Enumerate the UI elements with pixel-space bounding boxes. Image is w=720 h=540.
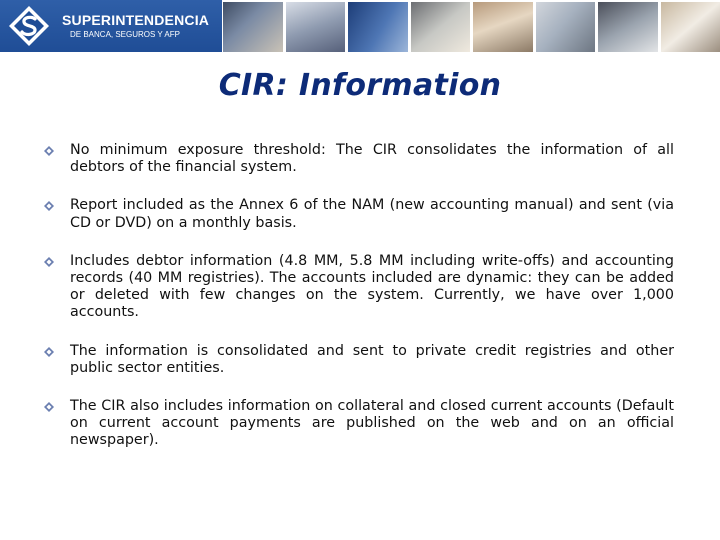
banner-photo (410, 2, 471, 52)
slide-title: CIR: Information (218, 68, 502, 103)
bullet-item (42, 343, 674, 377)
diamond-bullet-icon (44, 347, 54, 357)
banner-photo (660, 2, 720, 52)
bullet-list (42, 142, 674, 471)
photo-strip (222, 2, 720, 52)
banner-photo (222, 2, 283, 52)
brand-subtitle: DE BANCA, SEGUROS Y AFP (70, 30, 180, 39)
banner-photo (535, 2, 596, 52)
header-banner (0, 0, 720, 58)
bullet-text: The information is consolidated and sent to private credit registries and other public sector entities. (70, 342, 674, 376)
bullet-text: The CIR also includes information on collateral and closed current accounts (Default on current account payments are published on the web and on an official newspaper). (70, 398, 674, 449)
diamond-bullet-icon (44, 257, 54, 267)
bullet-item (42, 253, 674, 322)
bullet-item (42, 398, 674, 450)
brand-block (0, 0, 222, 52)
bullet-text: Includes debtor information (4.8 MM, 5.8 MM including write-offs) and accounting records (40 MM registries). The accounts included are dynamic: they can be added or deleted with few changes on the system. Currently, we have over 1,000 accounts. (70, 252, 674, 321)
diamond-bullet-icon (44, 146, 54, 156)
banner-photo (285, 2, 346, 52)
bullet-text: No minimum exposure threshold: The CIR consolidates the information of all debtors of the financial system. (70, 142, 674, 176)
brand-title: SUPERINTENDENCIA (62, 12, 210, 28)
diamond-bullet-icon (44, 201, 54, 211)
bullet-item (42, 197, 674, 231)
banner-photo (597, 2, 658, 52)
diamond-s-logo-icon (8, 5, 50, 47)
bullet-text: Report included as the Annex 6 of the NAM (new accounting manual) and sent (via CD or DVD) on a monthly basis. (70, 197, 674, 231)
banner-photo (347, 2, 408, 52)
diamond-bullet-icon (44, 402, 54, 412)
banner-photo (472, 2, 533, 52)
bullet-item (42, 142, 674, 176)
